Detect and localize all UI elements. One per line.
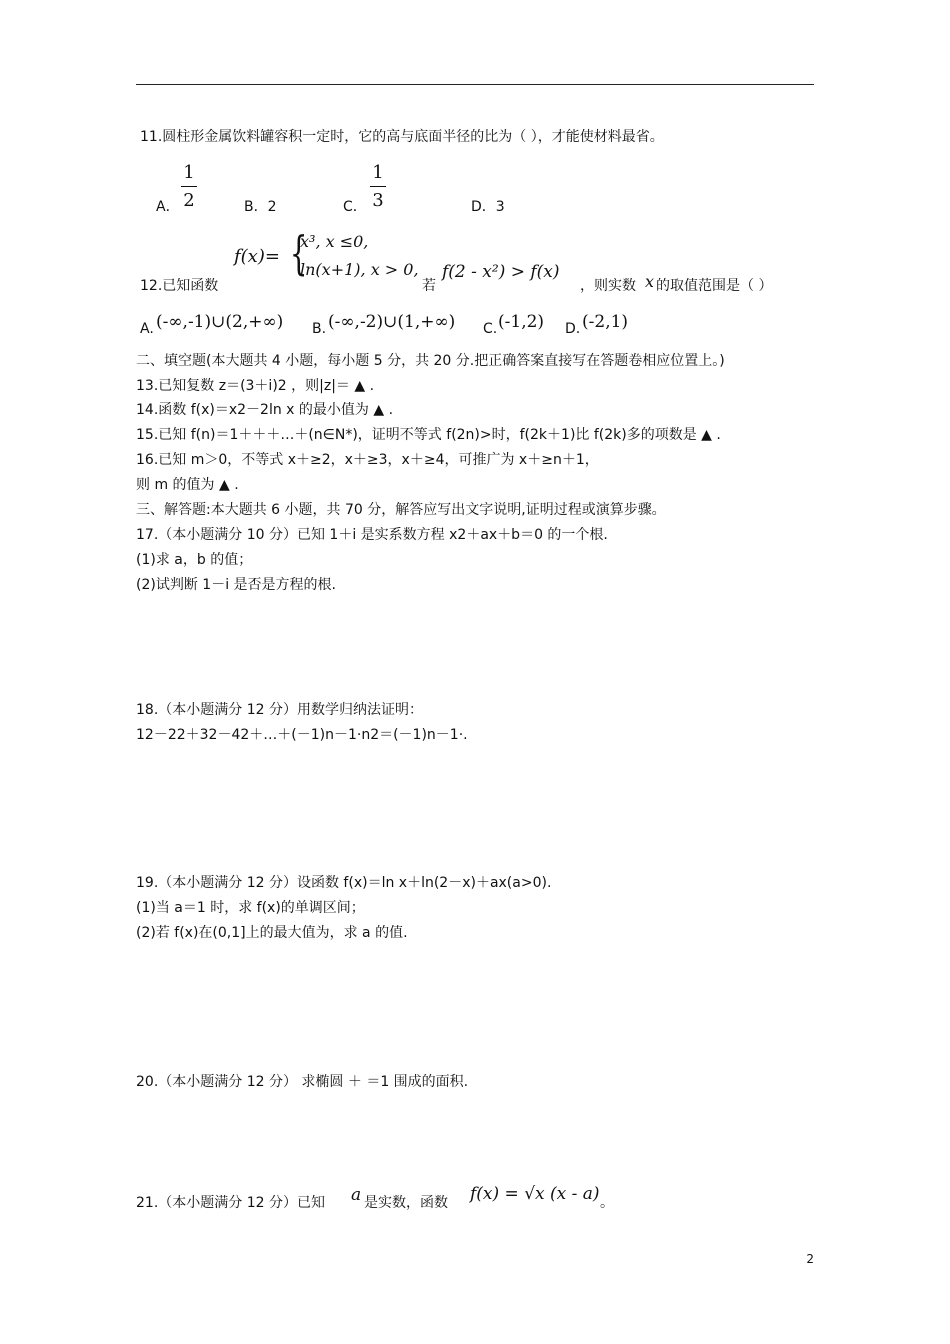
question-12-lead: 12.已知函数	[140, 278, 219, 294]
question-19: 19.（本小题满分 12 分）设函数 f(x)＝ln x＋ln(2－x)＋ax(a>0).	[136, 875, 552, 891]
denominator: 3	[372, 190, 384, 211]
q11-option-d: D．3	[471, 199, 505, 215]
q12-option-a-label: A.	[140, 321, 154, 337]
section-2-heading: 二、填空题(本大题共 4 小题，每小题 5 分，共 20 分.把正确答案直接写在答题卷相应位置上。)	[136, 353, 725, 369]
q21-end: 。	[600, 1195, 614, 1211]
denominator: 2	[183, 190, 195, 211]
q12-option-b: (-∞,-2)∪(1,+∞)	[328, 312, 456, 332]
header-rule	[136, 84, 814, 85]
q11-option-a-fraction	[181, 162, 197, 211]
q12-inequality: f(2 - x²) > f(x)	[442, 262, 560, 282]
question-17: 17.（本小题满分 10 分）已知 1＋i 是实系数方程 x2＋ax＋b＝0 的一个根.	[136, 527, 608, 543]
question-17-part-1: (1)求 a，b 的值；	[136, 552, 253, 568]
q12-brace: {	[289, 226, 308, 280]
q12-variable: x	[645, 272, 655, 291]
question-21-lead: 21.（本小题满分 12 分）已知	[136, 1195, 325, 1211]
question-15: 15.已知 f(n)＝1＋＋＋…＋(n∈N*)，证明不等式 f(2n)>时，f(2k＋1)比 f(2k)多的项数是 ▲ .	[136, 427, 721, 443]
q11-option-c-label: C．	[343, 199, 367, 215]
section-3-heading: 三、解答题:本大题共 6 小题，共 70 分，解答应写出文字说明,证明过程或演算步骤。	[136, 502, 666, 518]
question-20: 20.（本小题满分 12 分） 求椭圆 ＋ ＝1 围成的面积.	[136, 1074, 469, 1090]
question-18-equation: 12－22＋32－42＋…＋(－1)n－1·n2＝(－1)n－1·.	[136, 727, 468, 743]
question-14: 14.函数 f(x)＝x2－2ln x 的最小值为 ▲ .	[136, 402, 394, 418]
fraction-bar	[370, 186, 386, 187]
q12-case-2: ln(x+1), x > 0,	[300, 260, 419, 279]
q12-tail-a: ，则实数	[580, 278, 636, 294]
q12-option-c-label: C.	[483, 321, 498, 337]
question-13: 13.已知复数 z＝(3＋i)2 ，则|z|＝ ▲ .	[136, 378, 375, 394]
q12-option-d: (-2,1)	[582, 312, 629, 332]
question-16-line-1: 16.已知 m＞0，不等式 x＋≥2，x＋≥3，x＋≥4，可推广为 x＋≥n＋1，	[136, 452, 599, 468]
numerator: 1	[372, 162, 384, 183]
question-19-part-2: (2)若 f(x)在(0,1]上的最大值为，求 a 的值.	[136, 925, 408, 941]
q11-option-a-label: A．	[156, 199, 180, 215]
q12-option-b-label: B.	[312, 321, 327, 337]
q11-option-b: B．2	[244, 199, 277, 215]
q12-tail-b: 的取值范围是（ ）	[656, 278, 773, 294]
fraction-bar	[181, 186, 197, 187]
page-number: 2	[806, 1252, 814, 1266]
question-11-text: 11.圆柱形金属饮料罐容积一定时，它的高与底面半径的比为（ ），才能使材料最省。	[140, 129, 664, 145]
q11-option-c-fraction	[370, 162, 386, 211]
q12-ruo: 若	[422, 278, 436, 294]
q12-case-1: x³, x ≤0,	[300, 232, 369, 251]
question-16-line-2: 则 m 的值为 ▲ .	[136, 477, 239, 493]
q12-option-c: (-1,2)	[498, 312, 545, 332]
numerator: 1	[183, 162, 195, 183]
question-18: 18.（本小题满分 12 分）用数学归纳法证明：	[136, 702, 423, 718]
q12-option-d-label: D.	[565, 321, 581, 337]
q21-var-a: a	[351, 1185, 362, 1205]
question-17-part-2: (2)试判断 1－i 是否是方程的根.	[136, 577, 336, 593]
q12-option-a: (-∞,-1)∪(2,+∞)	[156, 312, 284, 332]
q21-function: f(x) = √x (x - a)	[470, 1184, 600, 1204]
q21-mid-text: 是实数，函数	[364, 1195, 448, 1211]
q12-function-lhs: f(x)=	[234, 246, 280, 267]
question-19-part-1: (1)当 a＝1 时，求 f(x)的单调区间；	[136, 900, 365, 916]
